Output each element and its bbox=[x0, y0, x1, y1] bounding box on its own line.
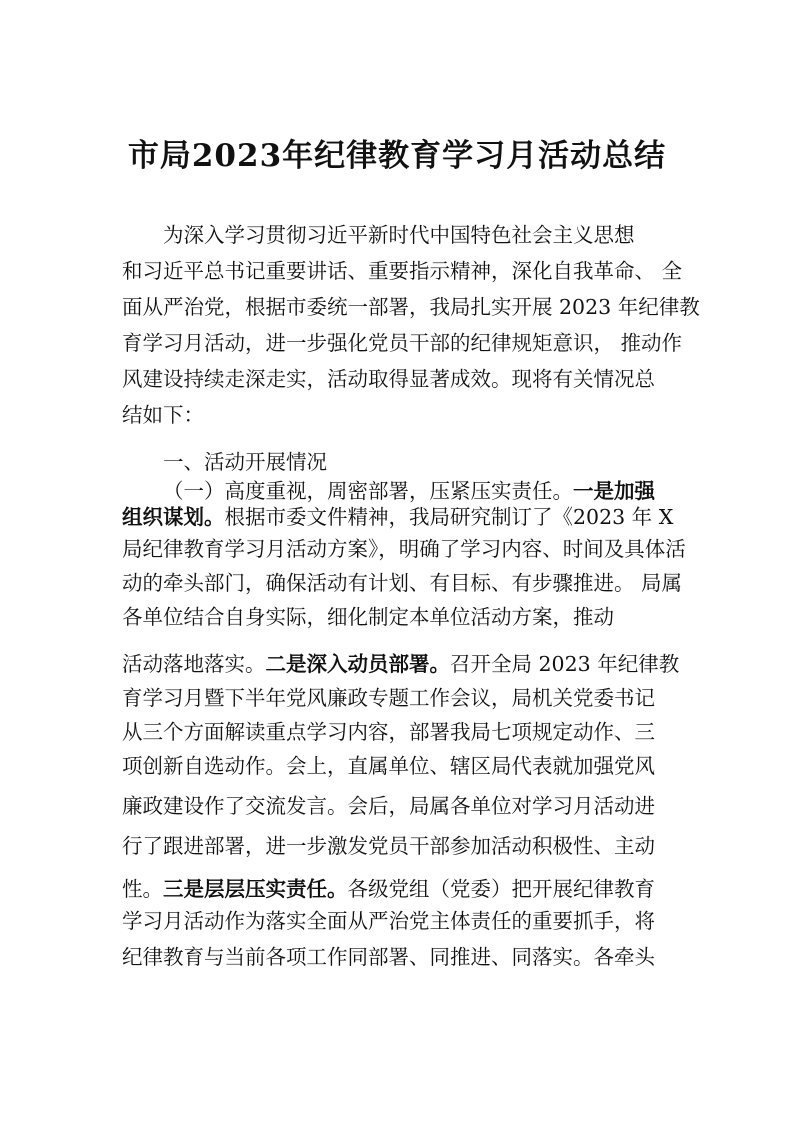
body-line: 面从严治党，根据市委统一部署，我局扎实开展 2023 年纪律教 bbox=[122, 295, 700, 319]
paragraph-line: 学习月活动作为落实全面从严治党主体责任的重要抓手，将 bbox=[122, 909, 655, 933]
text-run: 活动落地落实。 bbox=[122, 652, 266, 676]
paragraph-line bbox=[163, 477, 655, 505]
paragraph-line: 项创新自选动作。会上，直属单位、辖区局代表就加强党风 bbox=[122, 754, 655, 778]
paragraph-line: 局纪律教育学习月活动方案》，明确了学习内容、时间及具体活 bbox=[122, 537, 686, 561]
paragraph-line: 从三个方面解读重点学习内容，部署我局七项规定动作、三 bbox=[122, 720, 655, 744]
subsection-heading: （一）高度重视，周密部署，压紧压实责任。 bbox=[163, 479, 573, 503]
paragraph-line: 廉政建设作了交流发言。会后，局属各单位对学习月活动进 bbox=[122, 794, 655, 818]
text-run: 根据市委文件精神，我局研究制订了《2023 年 X bbox=[224, 505, 674, 529]
bold-lead: 一是加强 bbox=[573, 479, 655, 503]
text-run: 召开全局 2023 年纪律教 bbox=[450, 652, 680, 676]
text-run: 性。 bbox=[122, 877, 163, 901]
body-line: 风建设持续走深走实，活动取得显著成效。现将有关情况总 bbox=[122, 367, 655, 391]
bold-lead: 组织谋划。 bbox=[122, 505, 225, 529]
body-line: 为深入学习贯彻习近平新时代中国特色社会主义思想 bbox=[163, 223, 635, 247]
section-heading: 一、活动开展情况 bbox=[163, 450, 327, 474]
paragraph-line: 动的牵头部门，确保活动有计划、有目标、有步骤推进。 局属 bbox=[122, 571, 683, 595]
document-title: 市局2023年纪律教育学习月活动总结 bbox=[127, 138, 667, 174]
paragraph-line bbox=[122, 503, 673, 531]
body-line: 和习近平总书记重要讲话、重要指示精神，深化自我革命、 全 bbox=[122, 259, 683, 283]
paragraph-line bbox=[122, 875, 655, 903]
bold-lead: 二是深入动员部署。 bbox=[265, 652, 450, 676]
paragraph-line bbox=[122, 650, 679, 678]
paragraph-line: 纪律教育与当前各项工作同部署、同推进、同落实。各牵头 bbox=[122, 945, 655, 969]
body-line: 育学习月活动，进一步强化党员干部的纪律规矩意识， 推动作 bbox=[122, 331, 683, 355]
bold-lead: 三是层层压实责任。 bbox=[163, 877, 348, 901]
body-line: 结如下： bbox=[122, 403, 204, 427]
paragraph-line: 育学习月暨下半年党风廉政专题工作会议，局机关党委书记 bbox=[122, 686, 655, 710]
text-run: 各级党组（党委）把开展纪律教育 bbox=[347, 877, 655, 901]
paragraph-line: 各单位结合自身实际，细化制定本单位活动方案，推动 bbox=[122, 605, 614, 629]
paragraph-line: 行了跟进部署，进一步激发党员干部参加活动积极性、主动 bbox=[122, 834, 655, 858]
